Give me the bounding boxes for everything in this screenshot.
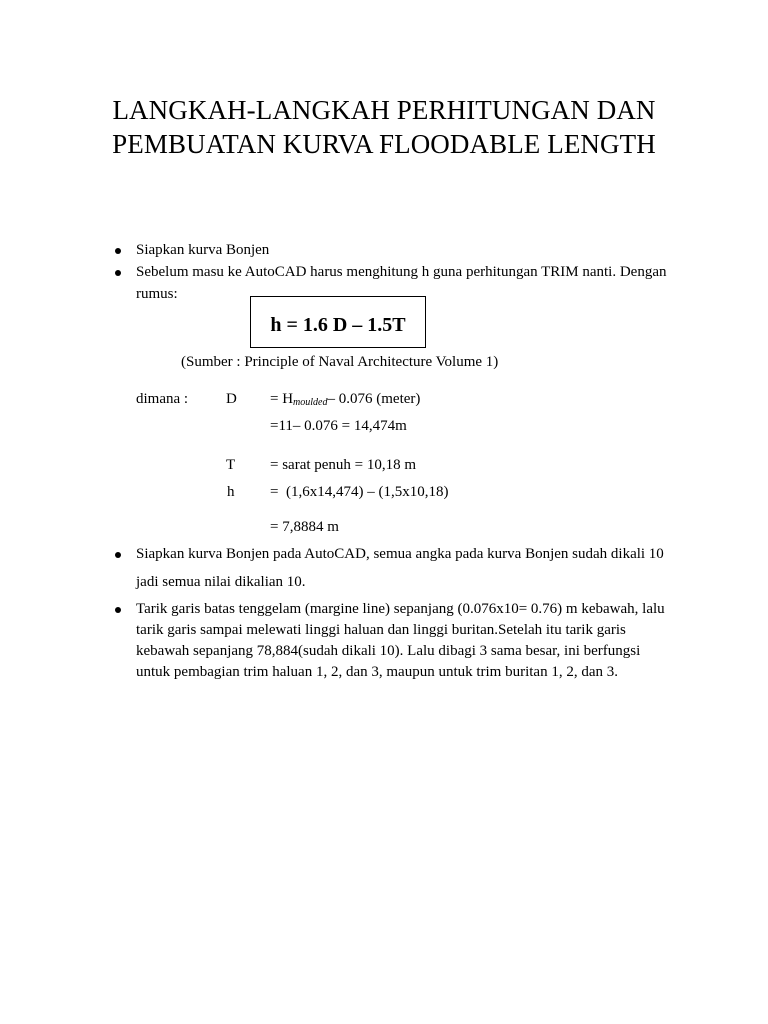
- var-D-eq-suffix: – 0.076 (meter): [327, 391, 421, 407]
- title-line-1: LANGKAH-LANGKAH PERHITUNGAN DAN: [112, 95, 656, 125]
- bullet-text-2: Sebelum masu ke AutoCAD harus menghitung h guna perhitungan TRIM nanti. Dengan: [136, 264, 667, 280]
- var-h-result: = 7,8884 m: [270, 519, 339, 535]
- bullet-text-2-cont: rumus:: [136, 286, 178, 302]
- var-h-equation: = (1,6x14,474) – (1,5x10,18): [270, 484, 449, 500]
- bullet-dot: [115, 552, 121, 558]
- bullet-dot: [115, 270, 121, 276]
- bullet-text-3-cont: jadi semua nilai dikalian 10.: [136, 574, 306, 590]
- bullet-text-4-line-2: tarik garis sampai melewati linggi haluan dan linggi buritan.Setelah itu tarik garis: [136, 622, 626, 638]
- formula: h = 1.6 D – 1.5T: [270, 313, 406, 336]
- var-D-calculation: =11– 0.076 = 14,474m: [270, 418, 407, 434]
- var-D-equation: [270, 390, 420, 412]
- dimana-label: dimana :: [136, 391, 189, 407]
- bullet-dot: [115, 248, 121, 254]
- formula-box: [250, 296, 426, 348]
- bullet-text-1: Siapkan kurva Bonjen: [136, 242, 270, 258]
- var-h-label: h: [227, 484, 235, 500]
- bullet-text-4-line-3: kebawah sepanjang 78,884(sudah dikali 10). Lalu dibagi 3 sama besar, ini berfungsi: [136, 643, 641, 659]
- bullet-text-4-line-1: Tarik garis batas tenggelam (margine line) sepanjang (0.076x10= 0.76) m kebawah, lalu: [136, 601, 665, 617]
- var-T-equation: = sarat penuh = 10,18 m: [270, 457, 417, 473]
- title-line-2: PEMBUATAN KURVA FLOODABLE LENGTH: [112, 129, 656, 159]
- var-D-eq-subscript: moulded: [293, 397, 328, 408]
- var-T-label: T: [226, 457, 236, 473]
- bullet-dot: [115, 607, 121, 613]
- bullet-text-3: Siapkan kurva Bonjen pada AutoCAD, semua angka pada kurva Bonjen sudah dikali 10: [136, 546, 664, 562]
- source-citation: (Sumber : Principle of Naval Architecture Volume 1): [181, 354, 499, 370]
- var-D-eq-prefix: = H: [270, 391, 294, 407]
- var-D-label: D: [226, 391, 237, 407]
- bullet-text-4-line-4: untuk pembagian trim haluan 1, 2, dan 3, maupun untuk trim buritan 1, 2, dan 3.: [136, 664, 618, 680]
